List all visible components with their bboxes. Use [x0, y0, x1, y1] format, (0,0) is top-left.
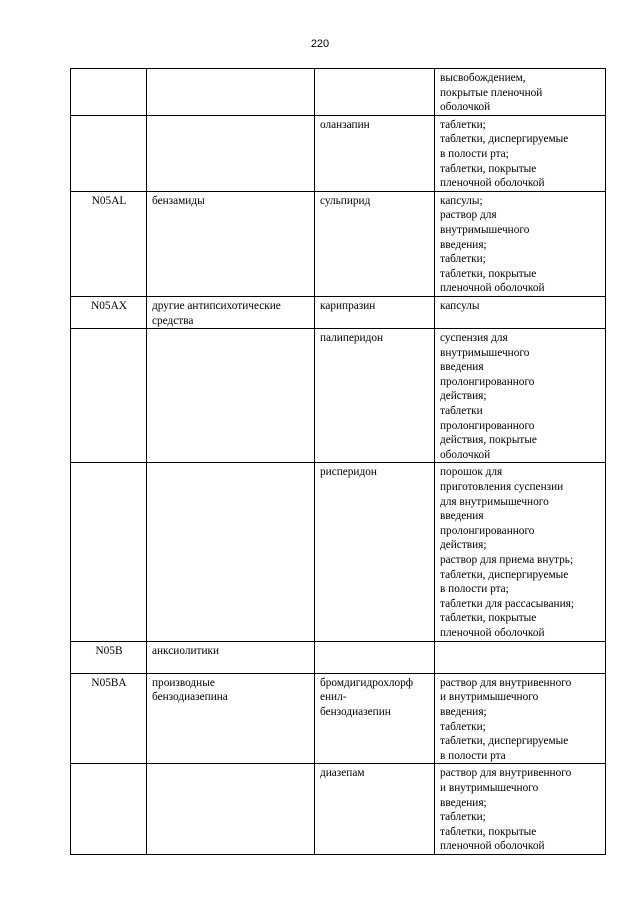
- dosage-forms-line: и внутримышечного: [440, 781, 539, 794]
- dosage-forms-line: введения: [440, 361, 484, 374]
- atc-code-cell: [71, 296, 147, 328]
- dosage-forms-line: таблетки, диспергируемые: [440, 133, 569, 146]
- drug-name-cell: [315, 115, 435, 191]
- dosage-forms-line: таблетки: [440, 405, 483, 418]
- dosage-forms-line: таблетки, покрытые: [440, 825, 537, 838]
- dosage-forms-cell: [435, 115, 606, 191]
- dosage-forms-line: таблетки для рассасывания;: [440, 597, 574, 610]
- group-name-cell: [147, 764, 315, 855]
- drug-name-line: сульпирид: [320, 194, 371, 207]
- table-row: [71, 296, 606, 328]
- atc-code-cell: [71, 641, 147, 673]
- dosage-forms-line: капсулы;: [440, 194, 483, 207]
- dosage-forms-line: оболочкой: [440, 101, 491, 114]
- dosage-forms-line: действия;: [440, 539, 487, 552]
- dosage-forms-line: таблетки, покрытые: [440, 267, 537, 280]
- atc-code: N05B: [95, 644, 123, 657]
- group-name-cell: [147, 463, 315, 641]
- table-row: [71, 641, 606, 673]
- drug-name-line: рисперидон: [320, 466, 377, 479]
- dosage-forms-line: введения: [440, 510, 484, 523]
- dosage-forms-line: и внутримышечного: [440, 691, 539, 704]
- dosage-forms-line: в полости рта;: [440, 583, 509, 596]
- table-row: [71, 764, 606, 855]
- dosage-forms-line: пленочной оболочкой: [440, 177, 545, 190]
- atc-code: N05AX: [91, 299, 127, 312]
- drug-table: [70, 68, 606, 855]
- table-row: [71, 463, 606, 641]
- dosage-forms-cell: [435, 191, 606, 296]
- dosage-forms-cell: [435, 641, 606, 673]
- dosage-forms-line: таблетки, покрытые: [440, 162, 537, 175]
- drug-name-cell: [315, 191, 435, 296]
- group-name-line: бензодиазепина: [152, 691, 228, 704]
- atc-code-cell: [71, 115, 147, 191]
- dosage-forms-line: пленочной оболочкой: [440, 626, 545, 639]
- dosage-forms-line: введения;: [440, 238, 487, 251]
- group-name-line: производные: [152, 676, 215, 689]
- dosage-forms-line: введения;: [440, 796, 487, 809]
- dosage-forms-line: капсулы: [440, 299, 480, 312]
- table-row: [71, 115, 606, 191]
- dosage-forms-line: таблетки;: [440, 253, 486, 266]
- group-name-line: средства: [152, 314, 194, 327]
- dosage-forms-line: в полости рта;: [440, 147, 509, 160]
- dosage-forms-line: высвобождением,: [440, 72, 526, 84]
- group-name-line: анксиолитики: [152, 644, 220, 657]
- dosage-forms-line: таблетки, диспергируемые: [440, 735, 569, 748]
- dosage-forms-line: раствор для приема внутрь;: [440, 554, 574, 566]
- drug-name-cell: [315, 296, 435, 328]
- atc-code: N05AL: [91, 194, 127, 207]
- dosage-forms-line: пленочной оболочкой: [440, 840, 545, 853]
- group-name-cell: [147, 329, 315, 463]
- dosage-forms-line: в полости рта: [440, 749, 506, 762]
- drug-name-cell: [315, 69, 435, 116]
- group-name-cell: [147, 115, 315, 191]
- dosage-forms-cell: [435, 764, 606, 855]
- drug-name-line: палиперидон: [320, 332, 384, 345]
- dosage-forms-line: суспензия для: [440, 332, 508, 345]
- drug-name-cell: [315, 764, 435, 855]
- drug-name-cell: [315, 329, 435, 463]
- drug-name-line: бромдигидрохлорф: [320, 676, 414, 689]
- dosage-forms-line: покрытые пленочной: [440, 86, 543, 99]
- dosage-forms-cell: [435, 69, 606, 116]
- dosage-forms-cell: [435, 673, 606, 764]
- group-name-cell: [147, 673, 315, 764]
- dosage-forms-line: таблетки, диспергируемые: [440, 568, 569, 581]
- group-name-cell: [147, 296, 315, 328]
- atc-code-cell: [71, 69, 147, 116]
- drug-name-line: бензодиазепин: [320, 705, 391, 718]
- dosage-forms-line: действия, покрытые: [440, 434, 537, 447]
- drug-name-cell: [315, 673, 435, 764]
- dosage-forms-line: таблетки;: [440, 811, 486, 824]
- dosage-forms-line: для внутримышечного: [440, 495, 549, 508]
- drug-name-line: карипразин: [320, 299, 376, 312]
- drug-name-cell: [315, 463, 435, 641]
- atc-code-cell: [71, 764, 147, 855]
- group-name-line: бензамиды: [152, 194, 205, 207]
- dosage-forms-line: приготовления суспензии: [440, 481, 564, 494]
- dosage-forms-cell: [435, 329, 606, 463]
- dosage-forms-line: действия;: [440, 390, 487, 403]
- table-row: [71, 329, 606, 463]
- atc-code-cell: [71, 329, 147, 463]
- dosage-forms-line: порошок для: [440, 466, 503, 479]
- group-name-cell: [147, 641, 315, 673]
- dosage-forms-line: оболочкой: [440, 448, 491, 461]
- atc-code-cell: [71, 673, 147, 764]
- dosage-forms-line: таблетки, покрытые: [440, 612, 537, 625]
- drug-name-line: оланзапин: [320, 118, 370, 131]
- atc-code: N05BA: [91, 676, 127, 689]
- drug-name-line: енил-: [320, 691, 347, 704]
- dosage-forms-line: введения;: [440, 705, 487, 718]
- table-row: [71, 191, 606, 296]
- group-name-cell: [147, 191, 315, 296]
- dosage-forms-line: таблетки;: [440, 720, 486, 733]
- drug-name-cell: [315, 641, 435, 673]
- dosage-forms-line: раствор для: [440, 209, 497, 222]
- page-number: 220: [310, 38, 330, 50]
- dosage-forms-line: раствор для внутривенного: [440, 676, 572, 689]
- group-name-cell: [147, 69, 315, 116]
- dosage-forms-line: пленочной оболочкой: [440, 282, 545, 295]
- table-body: [71, 69, 606, 855]
- dosage-forms-line: внутримышечного: [440, 346, 530, 359]
- drug-name-line: диазепам: [320, 767, 365, 780]
- dosage-forms-line: пролонгированного: [440, 375, 535, 388]
- group-name-line: другие антипсихотические: [152, 299, 281, 312]
- dosage-forms-line: раствор для внутривенного: [440, 767, 572, 780]
- dosage-forms-line: внутримышечного: [440, 223, 530, 236]
- atc-code-cell: [71, 463, 147, 641]
- table-row: [71, 69, 606, 116]
- dosage-forms-line: пролонгированного: [440, 419, 535, 432]
- atc-code-cell: [71, 191, 147, 296]
- dosage-forms-line: пролонгированного: [440, 524, 535, 537]
- dosage-forms-cell: [435, 296, 606, 328]
- table-row: [71, 673, 606, 764]
- dosage-forms-line: таблетки;: [440, 118, 486, 131]
- dosage-forms-cell: [435, 463, 606, 641]
